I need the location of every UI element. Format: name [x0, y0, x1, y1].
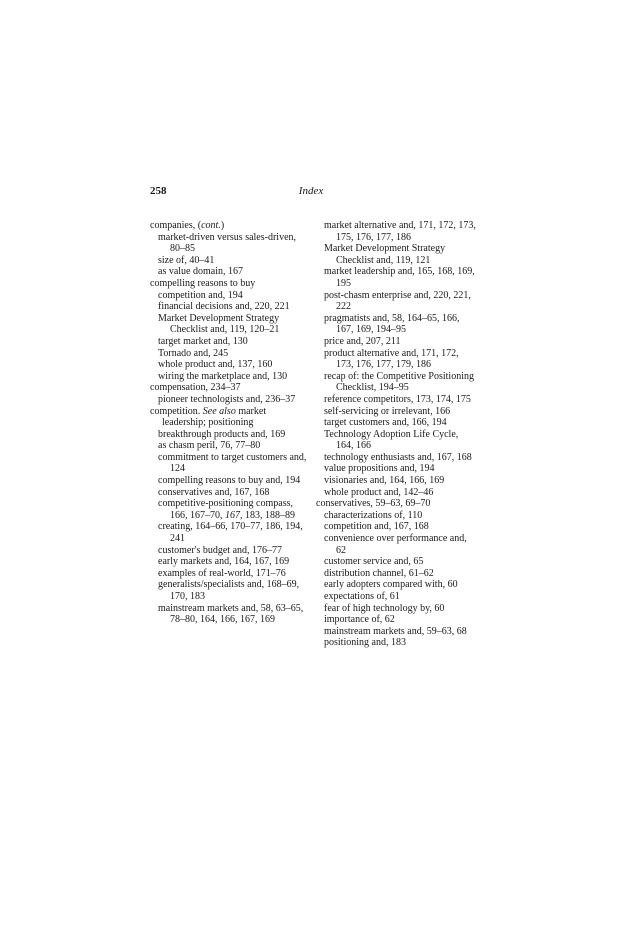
index-subentry — [150, 232, 310, 255]
index-subentry — [150, 336, 310, 348]
index-subentry — [316, 336, 476, 348]
index-subentry — [316, 603, 476, 615]
index-subentry — [150, 255, 310, 267]
index-subentry — [316, 568, 476, 580]
index-entry — [150, 382, 310, 394]
index-text: Market Development Strategy Checklist and, 119, 121 — [324, 243, 446, 266]
index-column-left — [150, 220, 310, 626]
index-subentry — [316, 417, 476, 429]
index-subentry — [150, 301, 310, 313]
index-text: mainstream markets and, 58, 63–65, 78–80, 164, 166, 167, 169 — [158, 602, 304, 626]
index-text: as value domain, 167 — [158, 266, 243, 278]
running-head: Index — [298, 185, 324, 197]
index-subentry — [150, 498, 310, 521]
index-subentry — [150, 266, 310, 278]
index-text: customer service and, 65 — [324, 556, 424, 568]
index-subentry — [316, 313, 476, 336]
index-subentry — [316, 637, 476, 649]
index-subentry — [316, 452, 476, 464]
index-text: competition and, 194 — [158, 289, 243, 301]
index-subentry — [150, 290, 310, 302]
index-subentry — [316, 266, 476, 289]
index-text: technology enthusiasts and, 167, 168 — [324, 451, 472, 463]
index-subentry — [150, 429, 310, 441]
index-subentry — [150, 568, 310, 580]
index-entry — [150, 278, 310, 290]
index-text: early adopters compared with, 60 — [324, 579, 458, 591]
index-text: market alternative and, 171, 172, 173, 175, 176, 177, 186 — [324, 220, 476, 243]
index-subentry — [150, 556, 310, 568]
index-subentry — [150, 452, 310, 475]
index-text: market leadership; positioning — [162, 405, 267, 429]
index-subentry — [150, 348, 310, 360]
index-text: wiring the marketplace and, 130 — [158, 370, 288, 382]
index-text: product alternative and, 171, 172, 173, 176, 177, 179, 186 — [324, 347, 459, 371]
index-subentry — [150, 521, 310, 544]
index-text: market leadership and, 165, 168, 169, 195 — [324, 266, 475, 289]
index-subentry — [150, 313, 310, 336]
index-subentry — [316, 348, 476, 371]
index-text: as chasm peril, 76, 77–80 — [158, 440, 261, 452]
index-text: characterizations of, 110 — [324, 509, 423, 521]
index-subentry — [316, 243, 476, 266]
index-subentry — [150, 545, 310, 557]
index-text: competition. — [150, 405, 203, 417]
index-subentry — [150, 579, 310, 602]
index-text: distribution channel, 61–62 — [324, 567, 434, 579]
index-subentry — [150, 475, 310, 487]
index-text: visionaries and, 164, 166, 169 — [324, 475, 445, 487]
index-text: expectations of, 61 — [324, 591, 400, 602]
index-text: breakthrough products and, 169 — [158, 428, 286, 440]
index-text: See also — [202, 405, 236, 417]
index-text: post-chasm enterprise and, 220, 221, 222 — [324, 289, 471, 313]
index-subentry — [316, 429, 476, 452]
index-text: compensation, 234–37 — [150, 382, 241, 394]
index-text: Technology Adoption Life Cycle, 164, 166 — [324, 428, 459, 452]
index-text: whole product and, 142–46 — [324, 486, 434, 498]
index-entry — [316, 498, 476, 510]
index-text: target market and, 130 — [158, 335, 248, 347]
index-text: whole product and, 137, 160 — [158, 359, 273, 371]
index-subentry — [316, 614, 476, 626]
index-text: pragmatists and, 58, 164–65, 166, 167, 169, 194–95 — [324, 312, 460, 336]
index-text: price and, 207, 211 — [324, 335, 401, 347]
index-text: financial decisions and, 220, 221 — [158, 301, 290, 313]
index-text: conservatives and, 167, 168 — [158, 486, 270, 498]
index-subentry — [316, 579, 476, 591]
index-text: recap of: the Competitive Positioning Checklist, 194–95 — [324, 370, 474, 394]
index-subentry — [316, 394, 476, 406]
index-subentry — [150, 487, 310, 499]
index-text: competition and, 167, 168 — [324, 521, 429, 533]
index-subentry — [150, 440, 310, 452]
index-text: reference competitors, 173, 174, 175 — [324, 393, 471, 405]
index-subentry — [316, 290, 476, 313]
index-text: companies, ( — [150, 220, 202, 231]
index-text: compelling reasons to buy and, 194 — [158, 475, 301, 487]
index-subentry — [316, 510, 476, 522]
index-text: generalists/specialists and, 168–69, 170, 183 — [158, 579, 300, 602]
index-text: self-servicing or irrelevant, 166 — [324, 405, 451, 417]
index-subentry — [316, 220, 476, 243]
index-text: 167 — [225, 509, 240, 521]
index-text: customer's budget and, 176–77 — [158, 544, 283, 556]
index-text: ) — [220, 220, 225, 231]
index-text: cont. — [201, 220, 221, 231]
index-text: importance of, 62 — [324, 614, 395, 626]
index-text: compelling reasons to buy — [150, 277, 256, 289]
index-text: early markets and, 164, 167, 169 — [158, 556, 290, 568]
index-subentry — [316, 521, 476, 533]
index-text: commitment to target customers and, 124 — [158, 451, 307, 475]
index-subentry — [316, 556, 476, 568]
index-entry — [150, 406, 310, 429]
page-number: 258 — [150, 185, 167, 197]
index-subentry — [150, 371, 310, 383]
index-subentry — [316, 533, 476, 556]
index-text: examples of real-world, 171–76 — [158, 567, 286, 579]
index-text: conservatives, 59–63, 69–70 — [316, 498, 431, 510]
index-text: mainstream markets and, 59–63, 68 — [324, 625, 467, 637]
index-text: size of, 40–41 — [158, 254, 215, 266]
index-text: value propositions and, 194 — [324, 463, 435, 475]
index-column-right — [316, 220, 476, 649]
index-text: convenience over performance and, 62 — [324, 533, 467, 556]
index-text: Tornado and, 245 — [158, 347, 229, 359]
index-text: , 183, 188–89 — [240, 509, 295, 521]
index-text: creating, 164–66, 170–77, 186, 194, 241 — [158, 521, 303, 545]
index-subentry — [316, 487, 476, 499]
index-subentry — [316, 406, 476, 418]
index-subentry — [150, 394, 310, 406]
index-text: pioneer technologists and, 236–37 — [158, 393, 296, 405]
index-text: fear of high technology by, 60 — [324, 602, 445, 614]
index-subentry — [316, 626, 476, 638]
index-entry — [150, 220, 310, 232]
index-text: target customers and, 166, 194 — [324, 417, 447, 429]
index-text: positioning and, 183 — [324, 637, 406, 649]
index-text: market-driven versus sales-driven, 80–85 — [158, 231, 297, 255]
index-subentry — [316, 475, 476, 487]
index-subentry — [150, 603, 310, 626]
index-subentry — [150, 359, 310, 371]
index-subentry — [316, 371, 476, 394]
index-subentry — [316, 463, 476, 475]
index-subentry — [316, 591, 476, 603]
index-text: competitive-positioning compass, 166, 167–70, — [158, 498, 293, 521]
index-text: Market Development Strategy Checklist and, 119, 120–21 — [158, 312, 280, 336]
page-header — [150, 185, 472, 199]
